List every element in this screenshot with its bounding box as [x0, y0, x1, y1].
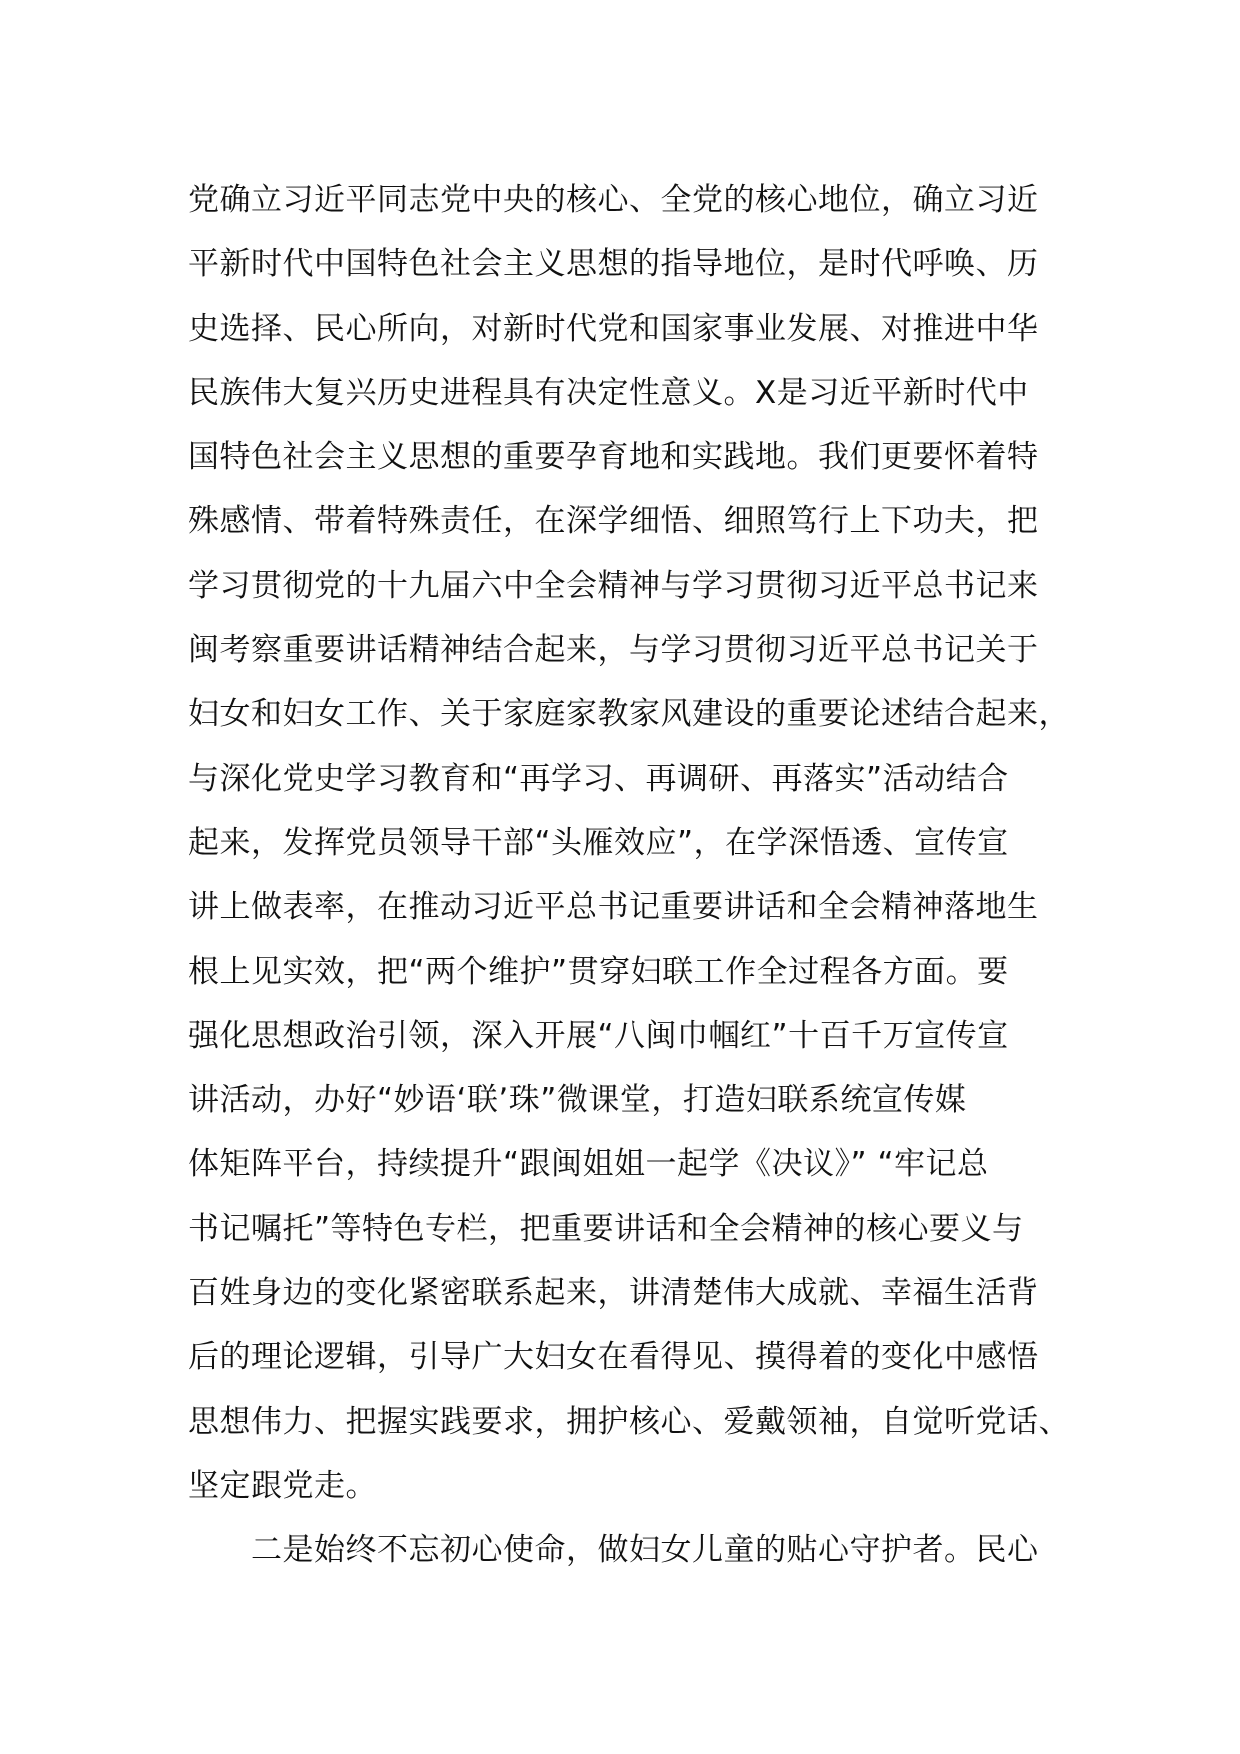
text-line: 国特色社会主义思想的重要孕育地和实践地。我们更要怀着特: [188, 439, 1039, 476]
text-line: 讲上做表率，在推动习近平总书记重要讲话和全会精神落地生: [188, 889, 1039, 926]
text-line: 与深化党史学习教育和“再学习、再调研、再落实”活动结合: [188, 760, 1009, 797]
text-line: 妇女和妇女工作、关于家庭家教家风建设的重要论述结合起来，: [188, 696, 1070, 733]
text-line: 平新时代中国特色社会主义思想的指导地位，是时代呼唤、历: [188, 246, 1039, 283]
text-line: 史选择、民心所向，对新时代党和国家事业发展、对推进中华: [188, 310, 1039, 347]
text-line: 殊感情、带着特殊责任，在深学细悟、细照笃行上下功夫，把: [188, 503, 1039, 540]
text-line: 书记嘱托”等特色专栏，把重要讲话和全会精神的核心要义与: [188, 1210, 1024, 1247]
text-line: 坚定跟党走。: [188, 1467, 377, 1504]
text-line: 思想伟力、把握实践要求，拥护核心、爱戴领袖，自觉听党话、: [188, 1403, 1070, 1440]
text-line: 党确立习近平同志党中央的核心、全党的核心地位，确立习近: [188, 182, 1039, 218]
text-line: 体矩阵平台，持续提升“跟闽姐姐一起学《决议》” “牢记总: [188, 1146, 989, 1183]
text-line: 闽考察重要讲话精神结合起来，与学习贯彻习近平总书记关于: [188, 632, 1039, 669]
paragraph-start-line: 二是始终不忘初心使命，做妇女儿童的贴心守护者。民心: [251, 1532, 1039, 1569]
text-line: 百姓身边的变化紧密联系起来，讲清楚伟大成就、幸福生活背: [188, 1275, 1039, 1312]
text-line: 根上见实效，把“两个维护”贯穿妇联工作全过程各方面。要: [188, 953, 1009, 990]
body-text: [188, 168, 1088, 1583]
text-line: 起来，发挥党员领导干部“头雁效应”，在学深悟透、宣传宣: [188, 824, 1009, 861]
text-line: 民族伟大复兴历史进程具有决定性意义。X是习近平新时代中: [188, 374, 1029, 411]
text-line: 学习贯彻党的十九届六中全会精神与学习贯彻习近平总书记来: [188, 567, 1039, 604]
text-line: 讲活动，办好“妙语‘联’珠”微课堂，打造妇联系统宣传媒: [188, 1082, 967, 1119]
text-line: 后的理论逻辑，引导广大妇女在看得见、摸得着的变化中感悟: [188, 1339, 1039, 1376]
text-line: 强化思想政治引领，深入开展“八闽巾帼红”十百千万宣传宣: [188, 1017, 1009, 1054]
